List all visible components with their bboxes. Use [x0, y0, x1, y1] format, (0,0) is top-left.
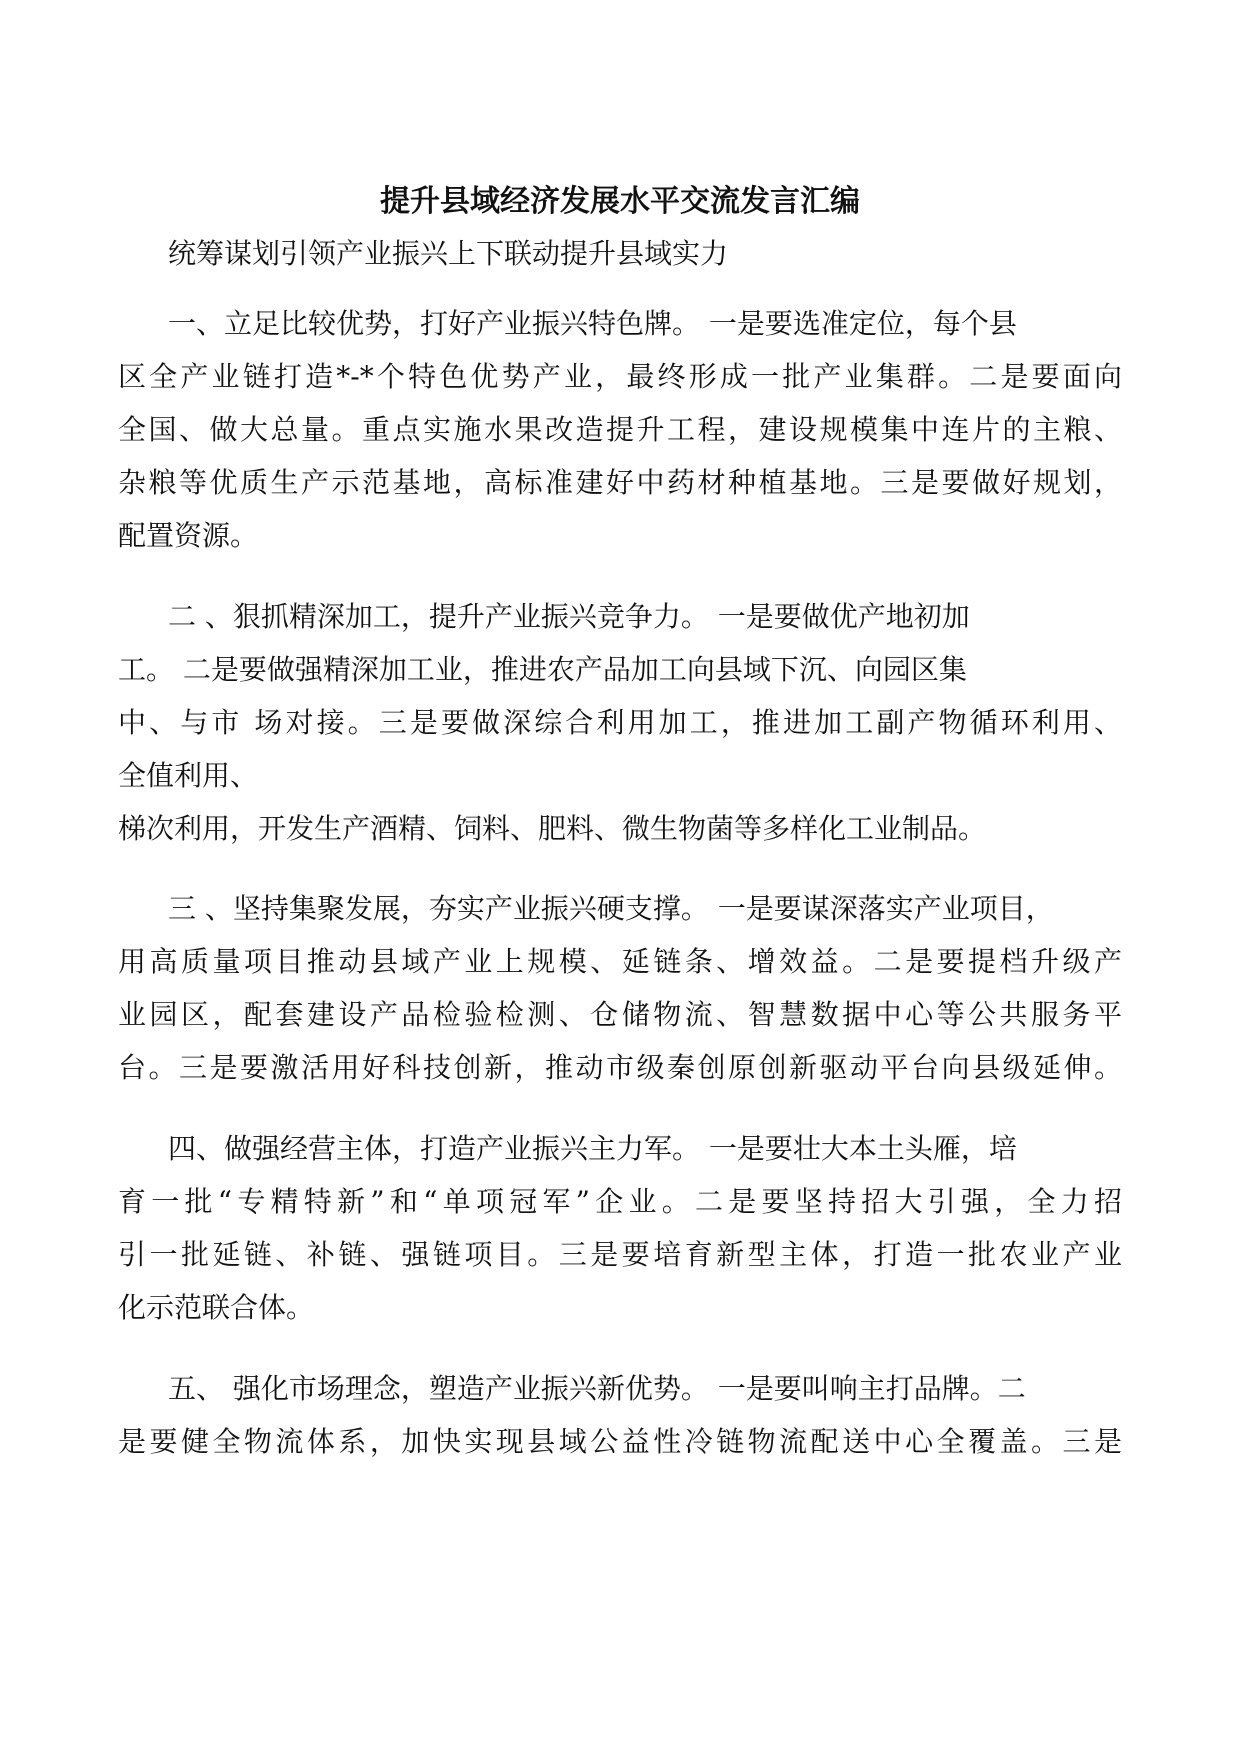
paragraph-4-line-2: 育一批“专精特新”和“单项冠军”企业。二是要坚持招大引强，全力招: [118, 1185, 1122, 1218]
paragraph-1-line-3: 全国、做大总量。重点实施水果改造提升工程，建设规模集中连片的主粮、: [118, 413, 1122, 446]
paragraph-2-line-4: 全值利用、: [118, 759, 259, 792]
subtitle: 统筹谋划引领产业振兴上下联动提升县域实力: [168, 237, 729, 270]
paragraph-2-line-5: 梯次利用，开发生产酒精、饲料、肥料、微生物菌等多样化工业制品。: [118, 812, 987, 845]
paragraph-3-line-2: 用高质量项目推动县域产业上规模、延链条、增效益。二是要提档升级产: [118, 945, 1122, 978]
document-title: 提升县域经济发展水平交流发言汇编: [380, 184, 860, 219]
paragraph-2-line-3: 中、与市 场对接。三是要做深综合利用加工，推进加工副产物循环利用、: [118, 706, 1122, 739]
paragraph-2-line-2: 工。 二是要做强精深加工业，推进农产品加工向县域下沉、向园区集: [118, 653, 967, 686]
paragraph-5-line-1: 五、 强化市场理念，塑造产业振兴新优势。 一是要叫响主打品牌。二: [168, 1372, 1026, 1405]
paragraph-1-line-2: 区全产业链打造*-*个特色优势产业，最终形成一批产业集群。二是要面向: [118, 360, 1122, 393]
paragraph-2-line-1: 二 、狠抓精深加工，提升产业振兴竞争力。 一是要做优产地初加: [168, 600, 970, 633]
paragraph-1-line-1: 一、立足比较优势，打好产业振兴特色牌。 一是要选准定位，每个县: [168, 307, 1017, 340]
paragraph-3-line-4: 台。三是要激活用好科技创新，推动市级秦创原创新驱动平台向县级延伸。: [118, 1051, 1122, 1084]
paragraph-3-line-3: 业园区，配套建设产品检验检测、仓储物流、智慧数据中心等公共服务平: [118, 998, 1122, 1031]
paragraph-4-line-1: 四、做强经营主体，打造产业振兴主力军。 一是要壮大本土头雁，培: [168, 1132, 1017, 1165]
paragraph-4-line-3: 引一批延链、补链、强链项目。三是要培育新型主体，打造一批农业产业: [118, 1238, 1122, 1271]
paragraph-4-line-4: 化示范联合体。: [118, 1291, 315, 1324]
paragraph-5-line-2: 是要健全物流体系，加快实现县域公益性冷链物流配送中心全覆盖。三是: [118, 1425, 1122, 1458]
paragraph-1-line-5: 配置资源。: [118, 519, 259, 552]
paragraph-1-line-4: 杂粮等优质生产示范基地，高标准建好中药材种植基地。三是要做好规划，: [118, 466, 1122, 499]
paragraph-3-line-1: 三 、坚持集聚发展，夯实产业振兴硬支撑。 一是要谋深落实产业项目，: [168, 892, 1054, 925]
